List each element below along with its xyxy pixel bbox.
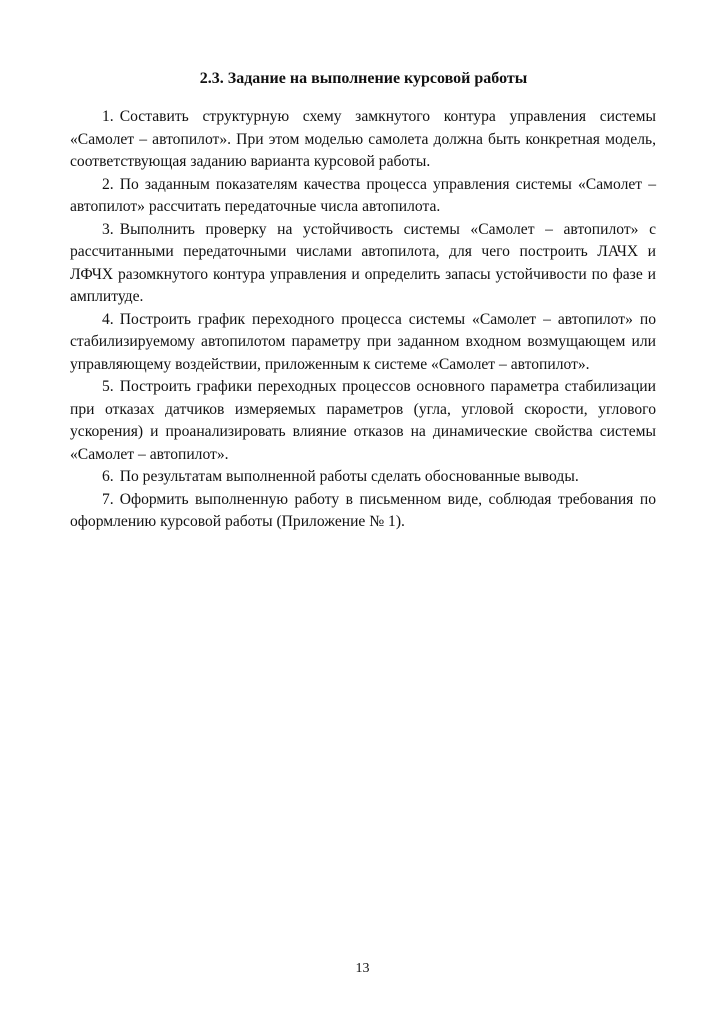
task-item-4: [70, 309, 656, 377]
task-number: 6.: [102, 468, 114, 485]
task-text: Построить графики переходных процессов основного параметра стабилизации при отказах датчиков измеряемых параметров (угла, угловой скорости, углового ускорения) и проанализировать влияние отказов на динамические свойства системы «Самолет – автопилот».: [70, 378, 656, 463]
task-text: Оформить выполненную работу в письменном виде, соблюдая требования по оформлению курсовой работы (Приложение № 1).: [70, 490, 656, 530]
task-number: 1.: [102, 108, 114, 125]
task-item-3: [70, 219, 656, 309]
task-text: Выполнить проверку на устойчивость системы «Самолет – автопилот» с рассчитанными передаточными числами автопилота, для чего построить ЛАЧХ и ЛФЧХ разомкнутого контура управления и определить запасы устойчивости по фазе и амплитуде.: [70, 220, 656, 305]
task-item-5: [70, 376, 656, 466]
task-text: Построить график переходного процесса системы «Самолет – автопилот» по стабилизируемому автопилотом параметру при заданном входном возмущающем или управляющему воздействии, приложенным к системе «Самолет – автопилот».: [70, 310, 656, 373]
task-number: 3.: [102, 220, 114, 238]
task-text: По результатам выполненной работы сделать обоснованные выводы.: [119, 468, 579, 485]
task-number: 7.: [102, 490, 114, 508]
page-number: 13: [355, 961, 370, 976]
task-list: [70, 106, 656, 534]
section-heading: 2.3. Задание на выполнение курсовой работы: [199, 70, 528, 87]
task-number: 5.: [102, 378, 114, 395]
task-text: По заданным показателям качества процесса управления системы «Самолет – автопилот» рассчитать передаточные числа автопилота.: [70, 175, 656, 215]
task-item-2: [70, 174, 656, 219]
task-text: Составить структурную схему замкнутого контура управления системы «Самолет – автопилот». При этом моделью самолета должна быть конкретная модель, соответствующая заданию варианта курсовой работы.: [70, 108, 656, 170]
task-item-7: [70, 489, 656, 534]
task-number: 4.: [102, 310, 114, 328]
task-number: 2.: [102, 175, 114, 193]
task-item-6: [70, 466, 656, 489]
task-item-1: [70, 106, 656, 174]
